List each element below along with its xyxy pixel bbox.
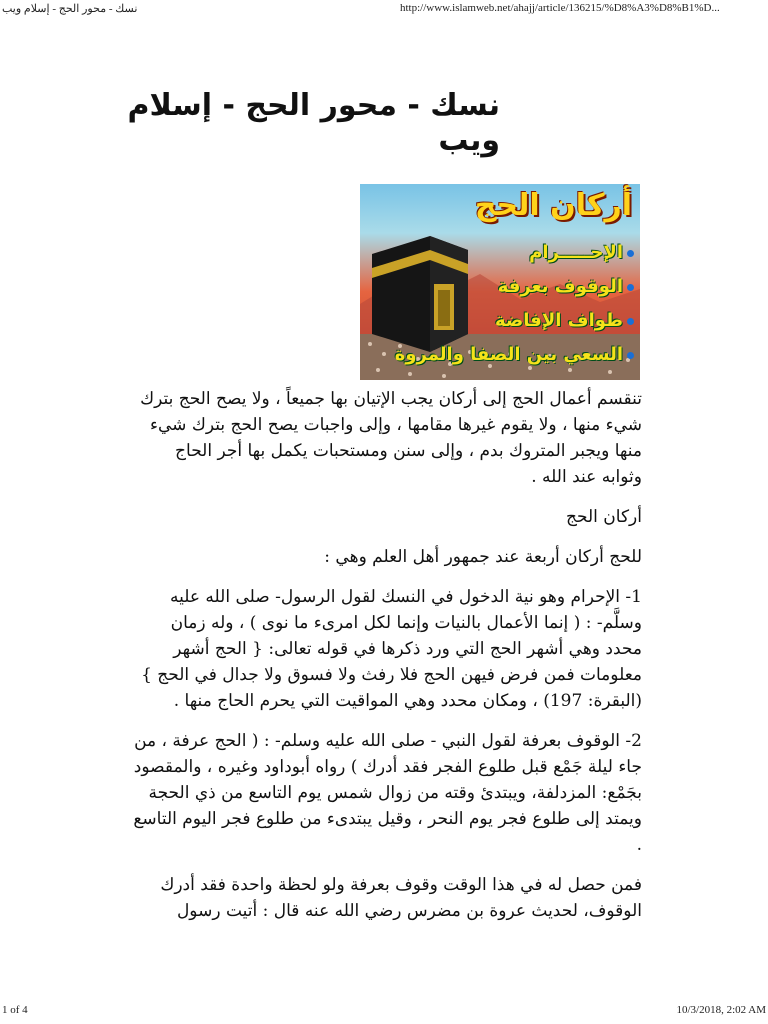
print-header-url: http://www.islamweb.net/ahajj/article/136215/%D8%A3%D8%B1%D... <box>400 2 720 14</box>
lead-paragraph: للحج أركان أربعة عند جمهور أهل العلم وهي : <box>324 547 642 567</box>
banner-pillar-list <box>395 236 634 372</box>
bullet-icon <box>627 318 634 325</box>
banner-pillar-item: الإحـــــرام <box>395 236 634 270</box>
print-header <box>0 2 768 18</box>
print-timestamp: 10/3/2018, 2:02 AM <box>676 1004 766 1016</box>
print-header-title: نسك - محور الحج - إسلام ويب <box>2 3 138 15</box>
continuation-paragraph: فمن حصل له في هذا الوقت وقوف بعرفة ولو لحظة واحدة فقد أدرك الوقوف، لحديث عروة بن مضرس رضي الله عنه قال : أتيت رسول <box>160 875 642 921</box>
banner-pillar-item: السعي بين الصفا والمروة <box>395 338 634 372</box>
print-footer <box>0 1004 768 1020</box>
page-counter: 1 of 4 <box>2 1004 28 1016</box>
hajj-pillars-banner <box>360 184 640 380</box>
banner-pillar-item: الوقوف بعرفة <box>395 270 634 304</box>
pillar-2-paragraph: 2- الوقوف بعرفة لقول النبي - صلى الله عليه وسلم- : ( الحج عرفة ، من جاء ليلة جَمْع قبل طلوع الفجر فقد أدرك ) رواه أبوداود وغيره ، والمقصود بجَمْع: المزدلفة، ويبتدئ وقته من زوال شمس يوم التاسع من ذي الحجة ويمتد إلى طلوع فجر يوم النحر ، وقيل يبتدىء من طلوع فجر اليوم التاسع . <box>133 731 642 855</box>
bullet-icon <box>627 284 634 291</box>
bullet-icon <box>627 250 634 257</box>
banner-pillar-item: طواف الإفاضة <box>395 304 634 338</box>
banner-headline: أركان الحج <box>474 188 632 223</box>
article-body <box>130 386 642 938</box>
page-title: نسك - محور الحج - إسلام ويب <box>127 88 500 158</box>
pillar-1-paragraph: 1- الإحرام وهو نية الدخول في النسك لقول الرسول- صلى الله عليه وسلَّم- : ( إنما الأعمال بالنيات وإنما لكل امرىء ما نوى ) ، وله زمان محدد وهي أشهر الحج التي ورد ذكرها في قوله تعالى: { الحج أشهر معلومات فمن فرض فيهن الحج فلا رفث ولا فسوق ولا جدال في الحج } (البقرة: 197) ، ومكان محدد وهي المواقيت التي يحرم الحاج منها . <box>141 587 642 711</box>
section-heading: أركان الحج <box>566 507 642 527</box>
intro-paragraph: تنقسم أعمال الحج إلى أركان يجب الإتيان بها جميعاً ، ولا يصح الحج بترك شيء منها ، ولا يقوم غيرها مقامها ، وإلى واجبات يصح الحج بترك شيء منها ويجبر المتروك بدم ، وإلى سنن ومستحبات يكمل بها أجر الحاج وثوابه عند الله . <box>140 389 642 487</box>
bullet-icon <box>627 352 634 359</box>
